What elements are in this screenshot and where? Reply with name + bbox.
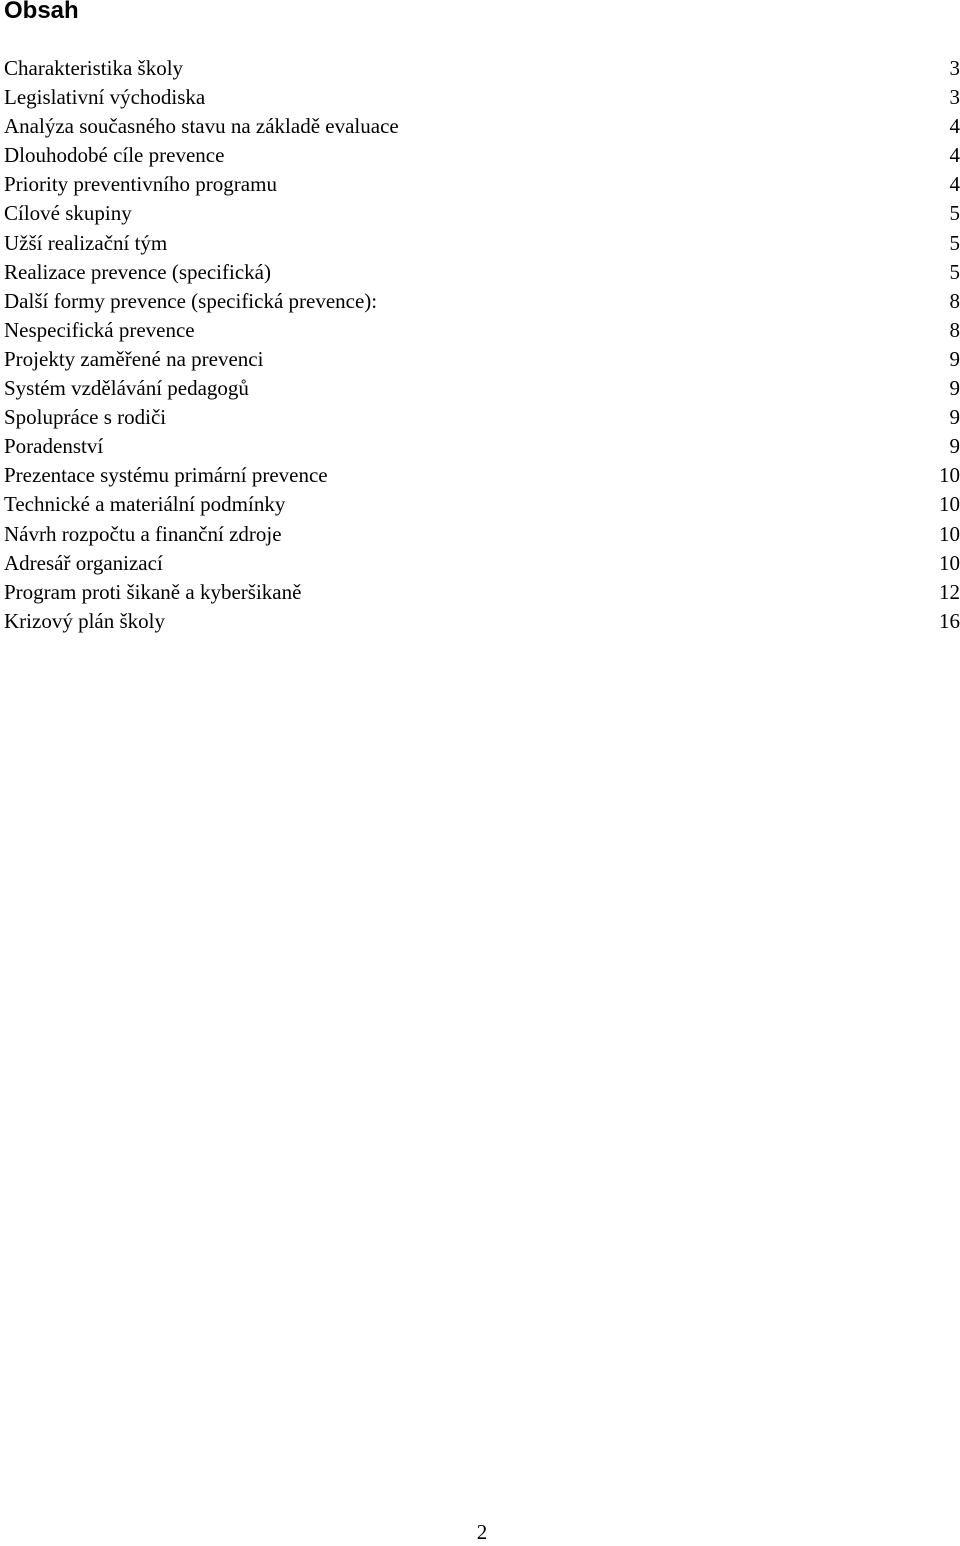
toc-entry-page: 16	[927, 607, 960, 636]
toc-entry-title: Priority preventivního programu	[4, 170, 938, 199]
toc-entry-page: 3	[938, 54, 960, 83]
toc-entry[interactable]	[4, 345, 960, 374]
toc-entry-page: 12	[927, 578, 960, 607]
toc-entry-title: Charakteristika školy	[4, 54, 938, 83]
toc-entry-title: Analýza současného stavu na základě evaluace	[4, 112, 938, 141]
toc-entry-title: Technické a materiální podmínky	[4, 490, 927, 519]
toc-entry[interactable]	[4, 403, 960, 432]
toc-entry[interactable]	[4, 520, 960, 549]
toc-entry-title: Cílové skupiny	[4, 199, 938, 228]
toc-entry[interactable]	[4, 578, 960, 607]
toc-entry[interactable]	[4, 461, 960, 490]
toc-entry-page: 5	[938, 229, 960, 258]
toc-entry-page: 3	[938, 83, 960, 112]
toc-entry-page: 8	[938, 287, 960, 316]
toc-heading: Obsah	[4, 0, 79, 26]
toc-entry[interactable]	[4, 83, 960, 112]
table-of-contents	[4, 54, 960, 636]
toc-entry-page: 9	[938, 403, 960, 432]
toc-entry-title: Realizace prevence (specifická)	[4, 258, 938, 287]
toc-entry[interactable]	[4, 287, 960, 316]
toc-entry-title: Užší realizační tým	[4, 229, 938, 258]
toc-entry[interactable]	[4, 607, 960, 636]
toc-entry-page: 5	[938, 199, 960, 228]
toc-entry-page: 4	[938, 170, 960, 199]
toc-entry[interactable]	[4, 549, 960, 578]
toc-entry[interactable]	[4, 374, 960, 403]
toc-entry-page: 9	[938, 345, 960, 374]
toc-entry-page: 4	[938, 112, 960, 141]
toc-entry-title: Program proti šikaně a kyberšikaně	[4, 578, 927, 607]
toc-entry-title: Adresář organizací	[4, 549, 927, 578]
toc-entry-title: Další formy prevence (specifická prevence):	[4, 287, 938, 316]
toc-entry-title: Krizový plán školy	[4, 607, 927, 636]
toc-entry[interactable]	[4, 112, 960, 141]
toc-entry-page: 9	[938, 374, 960, 403]
page-number: 2	[0, 1518, 960, 1546]
toc-entry-title: Systém vzdělávání pedagogů	[4, 374, 938, 403]
toc-entry[interactable]	[4, 229, 960, 258]
toc-entry[interactable]	[4, 141, 960, 170]
toc-entry-title: Nespecifická prevence	[4, 316, 938, 345]
toc-entry-page: 10	[927, 461, 960, 490]
toc-entry-title: Projekty zaměřené na prevenci	[4, 345, 938, 374]
toc-entry-title: Legislativní východiska	[4, 83, 938, 112]
toc-entry-title: Návrh rozpočtu a finanční zdroje	[4, 520, 927, 549]
toc-entry-title: Poradenství	[4, 432, 938, 461]
toc-entry[interactable]	[4, 54, 960, 83]
toc-entry-page: 5	[938, 258, 960, 287]
toc-entry-page: 8	[938, 316, 960, 345]
toc-entry-title: Dlouhodobé cíle prevence	[4, 141, 938, 170]
toc-entry-page: 4	[938, 141, 960, 170]
toc-entry-title: Prezentace systému primární prevence	[4, 461, 927, 490]
toc-entry[interactable]	[4, 432, 960, 461]
toc-entry-page: 10	[927, 520, 960, 549]
toc-entry[interactable]	[4, 199, 960, 228]
toc-entry[interactable]	[4, 490, 960, 519]
toc-entry[interactable]	[4, 258, 960, 287]
toc-entry[interactable]	[4, 170, 960, 199]
toc-entry-page: 10	[927, 490, 960, 519]
toc-entry[interactable]	[4, 316, 960, 345]
toc-entry-title: Spolupráce s rodiči	[4, 403, 938, 432]
toc-entry-page: 10	[927, 549, 960, 578]
toc-entry-page: 9	[938, 432, 960, 461]
